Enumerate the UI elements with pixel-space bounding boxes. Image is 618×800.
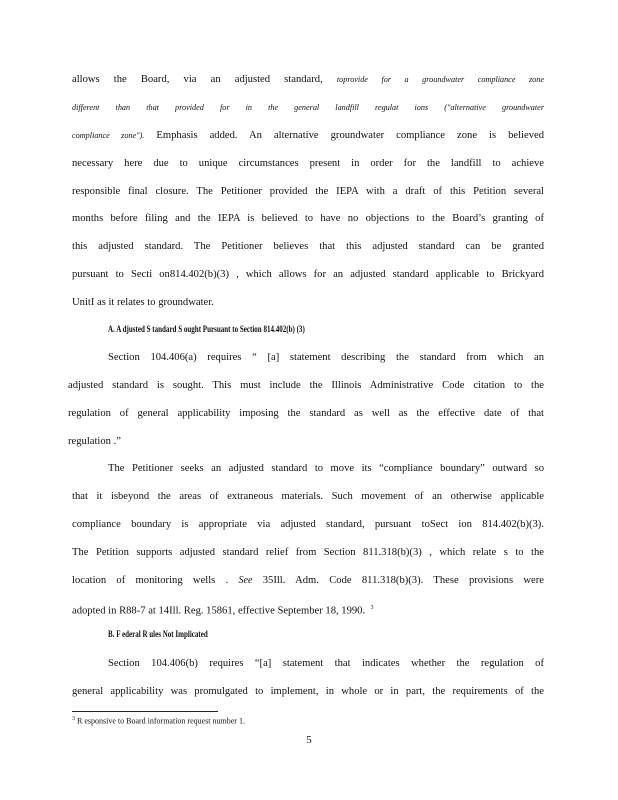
italic-signal: See xyxy=(238,575,253,586)
italic-quote: toprovide for a groundwater compliance zone xyxy=(336,75,544,84)
body-line xyxy=(72,601,544,619)
body-line: this adjusted standard. The Petitioner believes that this adjusted standard can be granted xyxy=(72,241,544,252)
body-line: responsible final closure. The Petitioner provided the IEPA with a draft of this Petition several xyxy=(72,186,544,197)
body-line: regulation .” xyxy=(68,436,121,447)
body-line: compliance boundary is appropriate via adjusted standard, pursuant toSect ion 814.402(b)(3). xyxy=(72,519,544,530)
body-line: that it isbeyond the areas of extraneous materials. Such movement of an otherwise applicable xyxy=(72,491,544,502)
page-number: 5 xyxy=(306,734,312,746)
text-run: location of monitoring wells . xyxy=(72,575,229,586)
body-line: The Petitioner seeks an adjusted standard to move its “compliance boundary” outward so xyxy=(108,463,544,474)
body-line: necessary here due to unique circumstances present in order for the landfill to achieve xyxy=(72,158,544,169)
body-line: general applicability was promulgated to implement, in whole or in part, the requirements of the xyxy=(72,686,544,697)
text-run: Emphasis added. An alternative groundwater compliance zone is believed xyxy=(156,130,544,141)
body-line: Section 104.406(b) requires “[a] statement that indicates whether the regulation of xyxy=(108,658,544,669)
body-line: The Petition supports adjusted standard relief from Section 811.318(b)(3) , which relate s to the xyxy=(72,547,544,558)
body-line xyxy=(72,73,544,87)
body-line: Section 104.406(a) requires “ [a] statement describing the standard from which an xyxy=(108,352,544,363)
body-line: UnitI as it relates to groundwater. xyxy=(72,297,214,308)
italic-quote: compliance zone"). xyxy=(72,131,145,140)
text-run: allows the Board, via an adjusted standard, xyxy=(72,74,323,85)
text-run: 35Ill. Adm. Code 811.318(b)(3). These provisions were xyxy=(262,575,544,586)
body-line: regulation of general applicability imposing the standard as well as the effective date of that xyxy=(68,408,544,419)
body-line xyxy=(72,574,544,588)
section-heading-b: B. F ederal R ules Not Implicated xyxy=(108,629,208,639)
body-line: pursuant to Secti on814.402(b)(3) , which allows for an adjusted standard applicable to Brickyard xyxy=(72,269,544,280)
footnote-text: R esponsive to Board information request number 1. xyxy=(77,716,245,726)
footnote-ref[interactable]: 3 xyxy=(370,605,374,611)
footnote-divider xyxy=(72,711,218,712)
footnote-mark: 3 xyxy=(72,716,75,722)
footnote xyxy=(72,716,245,726)
body-line: different than that provided for in the general landfill regulat ions ("alternative groundwater xyxy=(72,103,544,112)
body-line xyxy=(72,129,544,143)
body-line: adjusted standard is sought. This must include the Illinois Administrative Code citation to the xyxy=(68,380,544,391)
text-run: adopted in R88-7 at 14Ill. Reg. 15861, effective September 18, 1990. xyxy=(72,605,366,617)
body-line: months before filing and the IEPA is believed to have no objections to the Board’s granting of xyxy=(72,213,544,224)
section-heading-a: A. A djusted S tandard S ought Pursuant to Section 814.402(b) (3) xyxy=(108,324,305,334)
